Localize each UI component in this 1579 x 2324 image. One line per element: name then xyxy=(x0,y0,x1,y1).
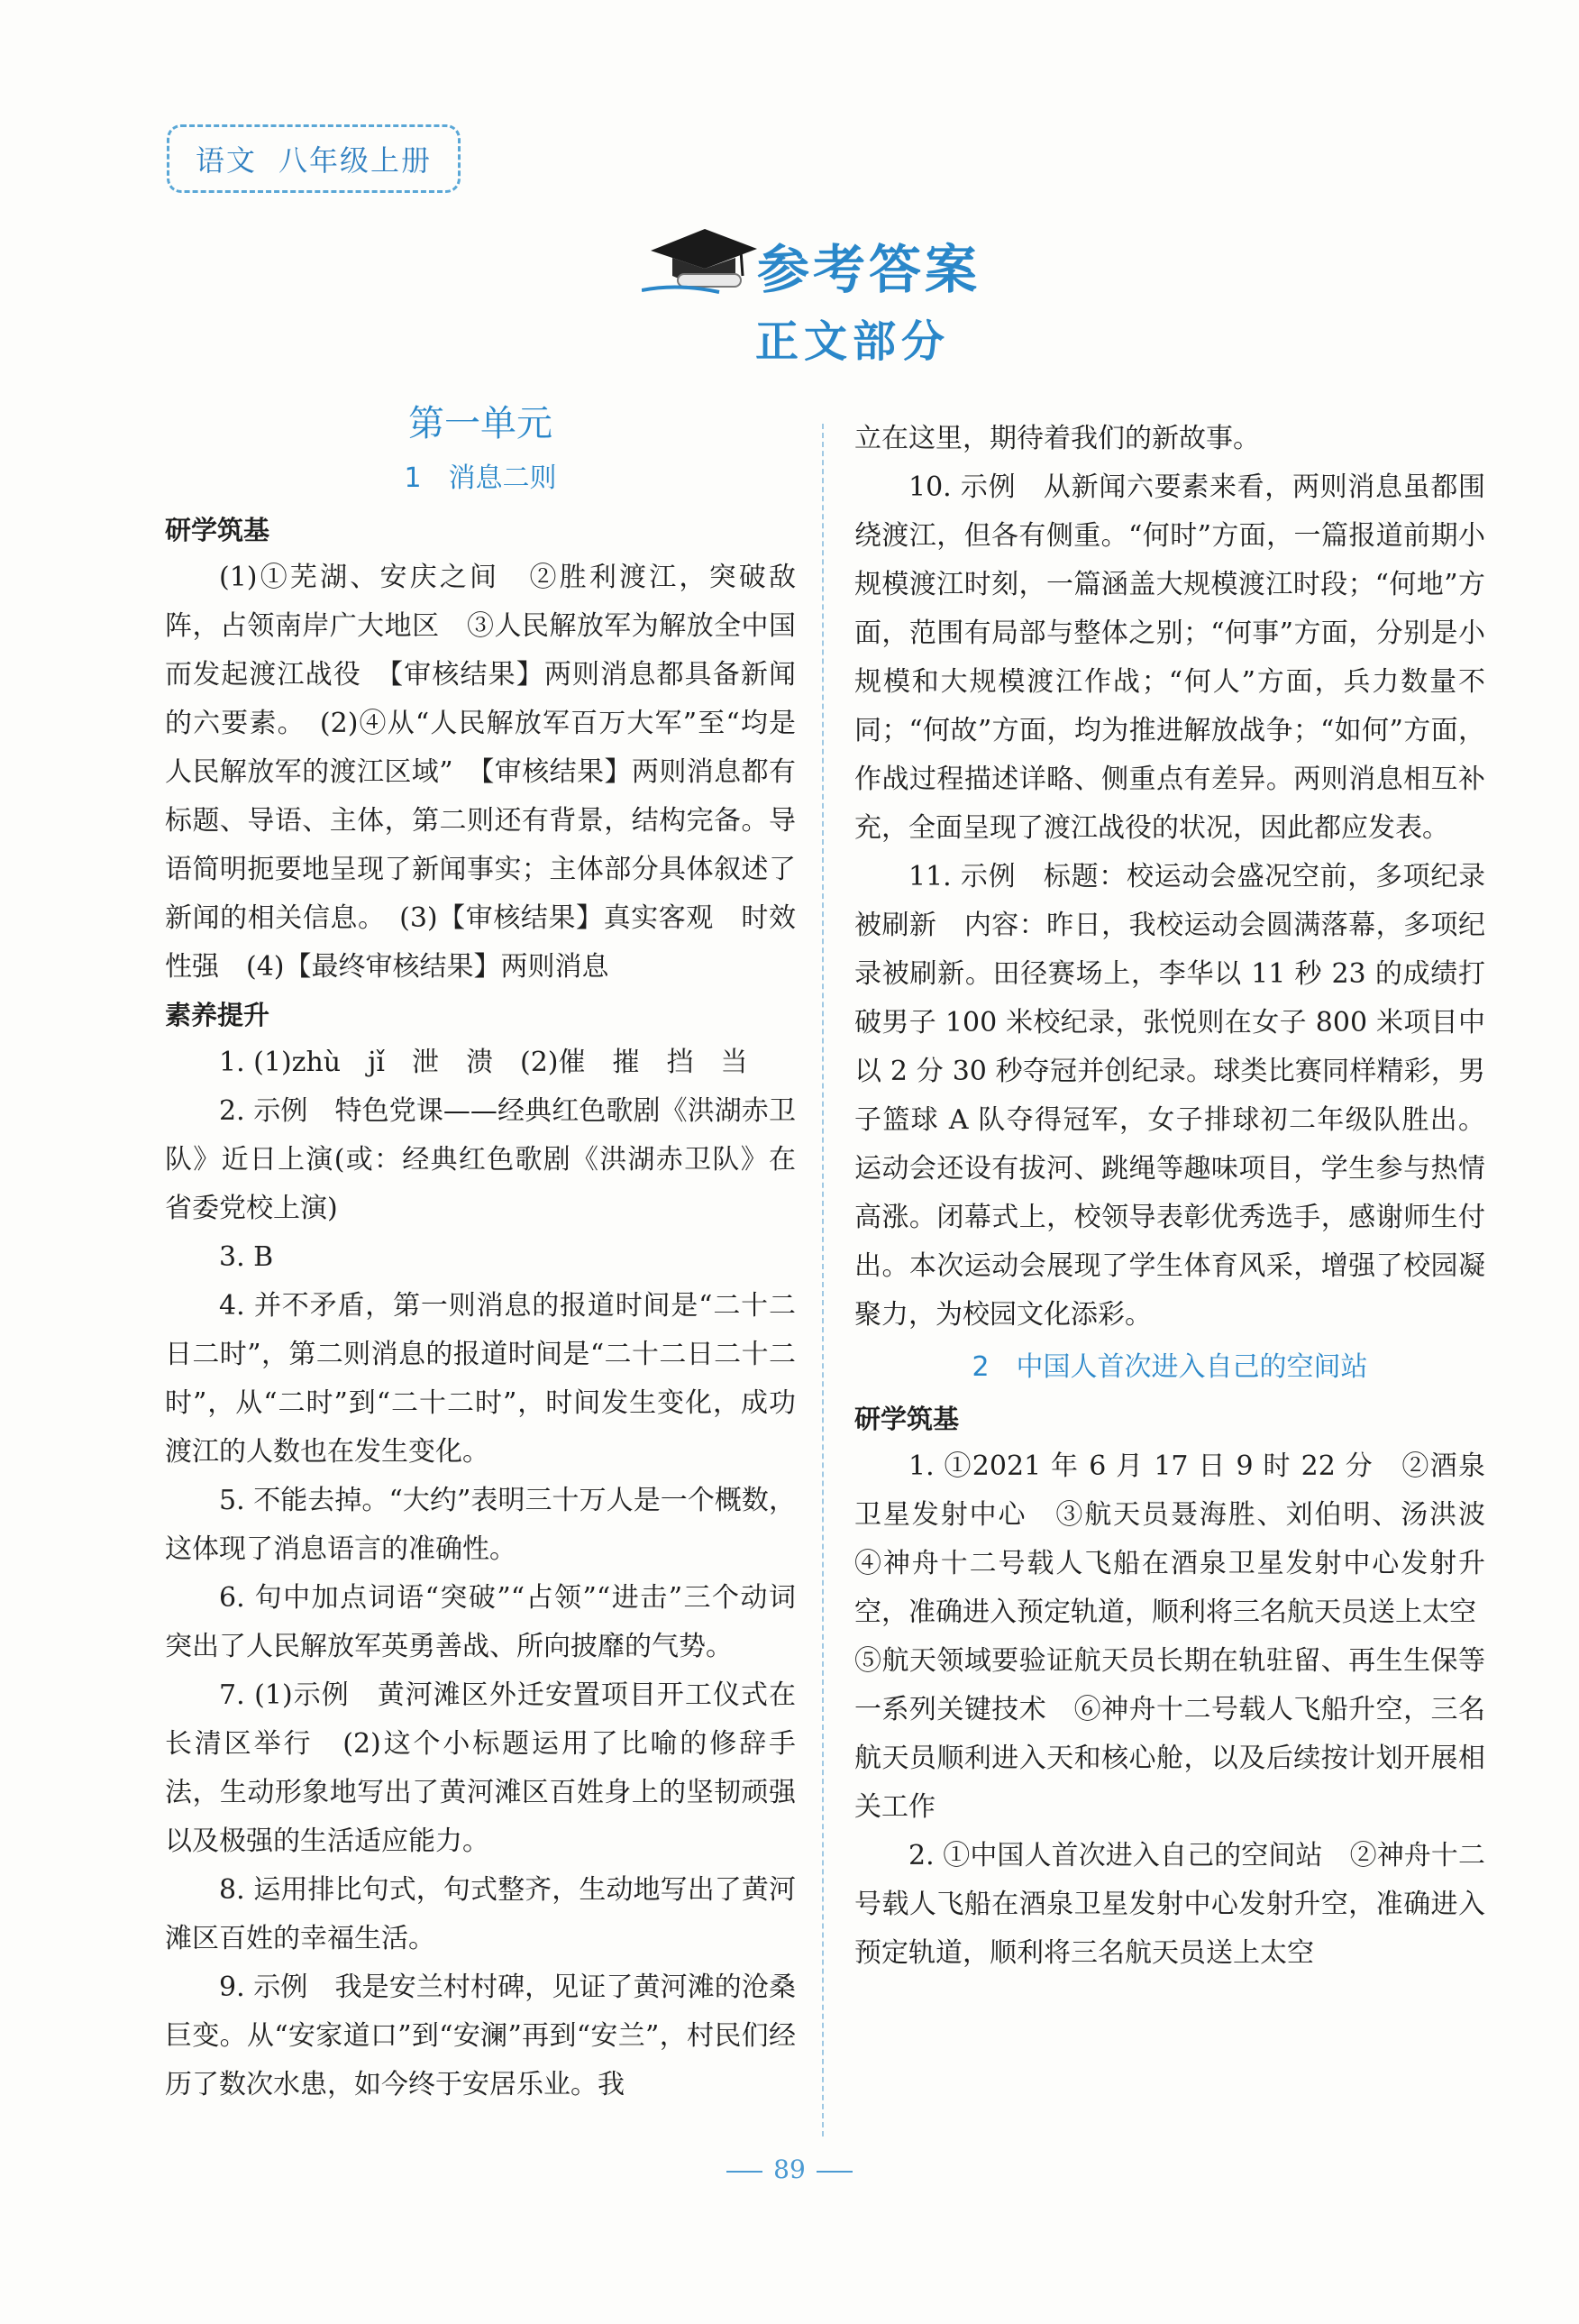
section-heading: 研学筑基 xyxy=(854,1404,960,1434)
subject-label: 语文 xyxy=(195,143,257,178)
answer-item: 1. ①2021 年 6 月 17 日 9 时 22 分 ②酒泉卫星发射中心 ③航天员聂海胜、刘伯明、汤洪波 ④神舟十二号载人飞船在酒泉卫星发射中心发射升空，准确进入预定轨道，顺利将三名航天员送上太空 xyxy=(854,1450,1512,1628)
answer-item: 7. (1)示例 黄河滩区外迁安置项目开工仪式在长清区举行 (2)这个小标题运用了比喻的修辞手法，生动形象地写出了黄河滩区百姓身上的坚韧顽强以及极强的生活适应能力。 xyxy=(165,1679,796,1857)
section-heading: 研学筑基 xyxy=(165,515,270,545)
answer-continuation: 立在这里，期待着我们的新故事。 xyxy=(854,423,1260,454)
page-title: 参考答案 xyxy=(757,239,981,300)
section-heading: 素养提升 xyxy=(165,1000,270,1030)
answer-item: 10. 示例 从新闻六要素来看，两则消息虽都围绕渡江，但各有侧重。“何时”方面，一篇报道前期小规模渡江时刻，一篇涵盖大规模渡江时段；“何地”方面，范围有局部与整体之别；“何事”方面，分别是小规模和大规模渡江作战；“何人”方面，兵力数量不同；“何故”方面，均为推进解放战争；“如何”方面，作战过程描述详略、侧重点有差异。两则消息相互补充，全面呈现了渡江战役的状况，因此都应发表。 xyxy=(854,471,1485,844)
left-column xyxy=(165,397,796,2109)
answer-item: 6. 句中加点词语“突破”“占领”“进击”三个动词突出了人民解放军英勇善战、所向披靡的气势。 xyxy=(165,1582,796,1662)
answer-item: 9. 示例 我是安兰村村碑，见证了黄河滩的沧桑巨变。从“安家道口”到“安澜”再到“安兰”，村民们经历了数次水患，如今终于安居乐业。我 xyxy=(165,1972,796,2100)
answer-paragraph: (1)①芜湖、安庆之间 ②胜利渡江，突破敌阵，占领南岸广大地区 ③人民解放军为解放全中国而发起渡江战役 【审核结果】两则消息都具备新闻的六要素。 (2)④从“人民解放军百万大军”至“均是人民解放军的渡江区域” 【审核结果】两则消息都有标题、导语、主体，第二则还有背景，结构完备。导语简明扼要地呈现了新闻事实；主体部分具体叙述了新闻的相关信息。 (3)【审核结果】真实客观 时效性强 (4)【最终审核结果】两则消息 xyxy=(165,562,796,983)
right-column xyxy=(854,415,1512,1978)
answer-item: 8. 运用排比句式，句式整齐，生动地写出了黄河滩区百姓的幸福生活。 xyxy=(165,1874,796,1954)
unit-heading: 第一单元 xyxy=(408,403,552,444)
graduation-cap-icon xyxy=(642,216,759,297)
grade-label: 八年级上册 xyxy=(278,143,433,178)
page-number: 89 xyxy=(0,2155,1579,2184)
lesson-heading: 2 中国人首次进入自己的空间站 xyxy=(972,1351,1368,1383)
answer-item: 2. 示例 特色党课——经典红色歌剧《洪湖赤卫队》近日上演(或：经典红色歌剧《洪湖赤卫队》在省委党校上演) xyxy=(165,1095,796,1224)
answer-item: 4. 并不矛盾，第一则消息的报道时间是“二十二日二时”，第二则消息的报道时间是“二十二日二十二时”，从“二时”到“二十二时”，时间发生变化，成功渡江的人数也在发生变化。 xyxy=(165,1290,796,1468)
answer-item: ⑤航天领域要验证航天员长期在轨驻留、再生生保等一系列关键技术 ⑥神舟十二号载人飞船升空，三名航天员顺利进入天和核心舱，以及后续按计划开展相关工作 xyxy=(854,1645,1485,1823)
answer-item: 5. 不能去掉。“大约”表明三十万人是一个概数，这体现了消息语言的准确性。 xyxy=(165,1485,796,1565)
answer-item: 1. (1)zhù jǐ 泄 溃 (2)催 摧 挡 当 xyxy=(219,1047,748,1078)
section-subtitle: 正文部分 xyxy=(754,316,950,367)
answer-item: 11. 示例 标题：校运动会盛况空前，多项纪录被刷新 内容：昨日，我校运动会圆满落幕，多项纪录被刷新。田径赛场上，李华以 11 秒 23 的成绩打破男子 100 米校纪录，张悦则在女子 800 米项目中以 2 分 30 秒夺冠并创纪录。球类比赛同样精彩，男子篮球 A 队夺得冠军，女子排球初二年级队胜出。运动会还设有拔河、跳绳等趣味项目，学生参与热情高涨。闭幕式上，校领导表彰优秀选手，感谢师生付出。本次运动会展现了学生体育风采，增强了校园凝聚力，为校园文化添彩。 xyxy=(854,861,1485,1331)
answer-item: 2. ①中国人首次进入自己的空间站 ②神舟十二号载人飞船在酒泉卫星发射中心发射升空，准确进入预定轨道，顺利将三名航天员送上太空 xyxy=(854,1840,1485,1969)
lesson-heading: 1 消息二则 xyxy=(404,462,557,494)
book-label xyxy=(167,124,461,193)
column-divider xyxy=(822,424,824,2136)
answer-item: 3. B xyxy=(219,1241,274,1273)
